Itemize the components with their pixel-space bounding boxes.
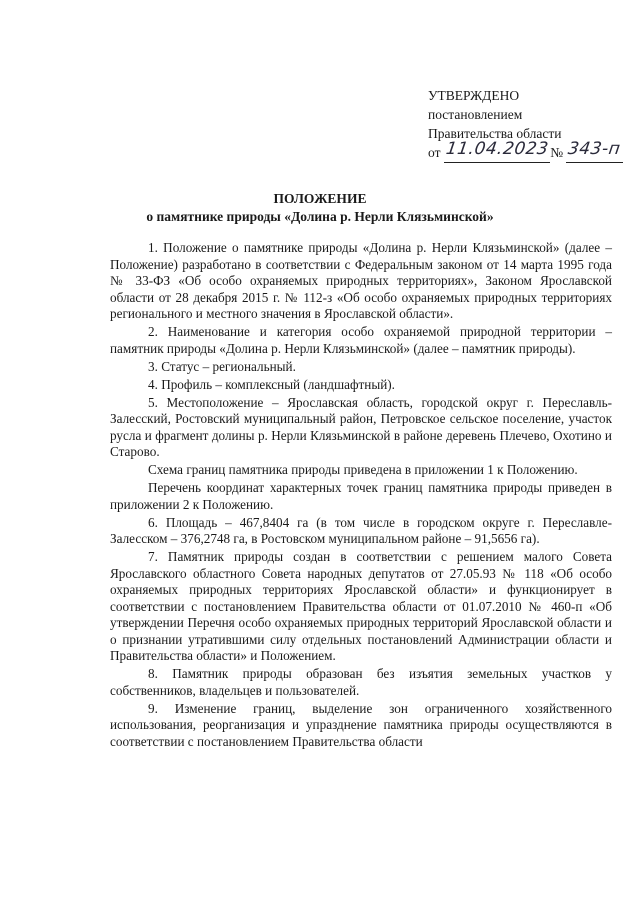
handwritten-number: 343-п [567, 139, 623, 159]
number-field [566, 139, 623, 163]
document-title [0, 190, 640, 226]
paragraph: 6. Площадь – 467,8404 га (в том числе в городском округе г. Переславле-Залесском – 376,2748 га, в Ростовском муниципальном районе – 91,5656 га). [110, 514, 612, 546]
paragraph: 8. Памятник природы образован без изъятия земельных участков у собственников, владельцев и пользователей. [110, 666, 612, 698]
handwritten-date: 11.04.2023 [444, 139, 550, 159]
government-label: Правительства области [428, 126, 562, 141]
title-line-1: ПОЛОЖЕНИЕ [273, 191, 367, 206]
paragraph: Схема границ памятника природы приведена в приложении 1 к Положению. [148, 462, 578, 477]
number-label: № [550, 145, 564, 160]
approval-stamp [428, 86, 623, 163]
from-label: от [428, 145, 441, 160]
paragraph: 9. Изменение границ, выделение зон ограниченного хозяйственного использования, реорганизация и упразднение памятника природы осуществляются в соответствии с постановлением Правительства области [110, 700, 612, 749]
approved-label: УТВЕРЖДЕНО [428, 88, 520, 103]
date-field [444, 139, 550, 163]
title-line-2: о памятнике природы «Долина р. Нерли Клязьминской» [146, 209, 494, 224]
paragraph: 5. Местоположение – Ярославская область, городской округ г. Переславль-Залесский, Ростовский муниципальный район, Петровское сельское поселение, участок русла и фрагмент долины р. Нерли Клязьминской в районе деревень Плечево, Охотино и Старово. [110, 394, 612, 459]
paragraph: 2. Наименование и категория особо охраняемой природной территории – памятник природы «Долина р. Нерли Клязьминской» (далее – памятник природы). [110, 324, 612, 356]
paragraph: 4. Профиль – комплексный (ландшафтный). [148, 376, 395, 392]
date-number-line [428, 139, 623, 163]
paragraph: 1. Положение о памятнике природы «Долина р. Нерли Клязьминской» (далее – Положение) разработано в соответствии с Федеральным законом от 14 марта 1995 года № 33-ФЗ «Об особо охраняемых природных территориях», Законом Ярославской области от 28 декабря 2015 г. № 112-з «Об особо охраняемых природных территориях регионального и местного значения в Ярославской области». [110, 240, 612, 321]
resolution-label: постановлением [428, 107, 523, 122]
paragraph: Перечень координат характерных точек границ памятника природы приведен в приложении 2 к Положению. [110, 480, 612, 512]
paragraph: 7. Памятник природы создан в соответствии с решением малого Совета Ярославского областного Совета народных депутатов от 27.05.93 № 118 «Об особо охраняемых природных территориях Ярославской области» и функционирует в соответствии с постановлением Правительства области от 01.07.2010 № 460-п «Об утверждении Перечня особо охраняемых природных территорий Ярославской области и о признании утратившими силу отдельных постановлений Администрации области и Правительства области» и Положением. [110, 549, 612, 663]
paragraph: 3. Статус – региональный. [148, 358, 296, 374]
document-body [110, 240, 612, 752]
